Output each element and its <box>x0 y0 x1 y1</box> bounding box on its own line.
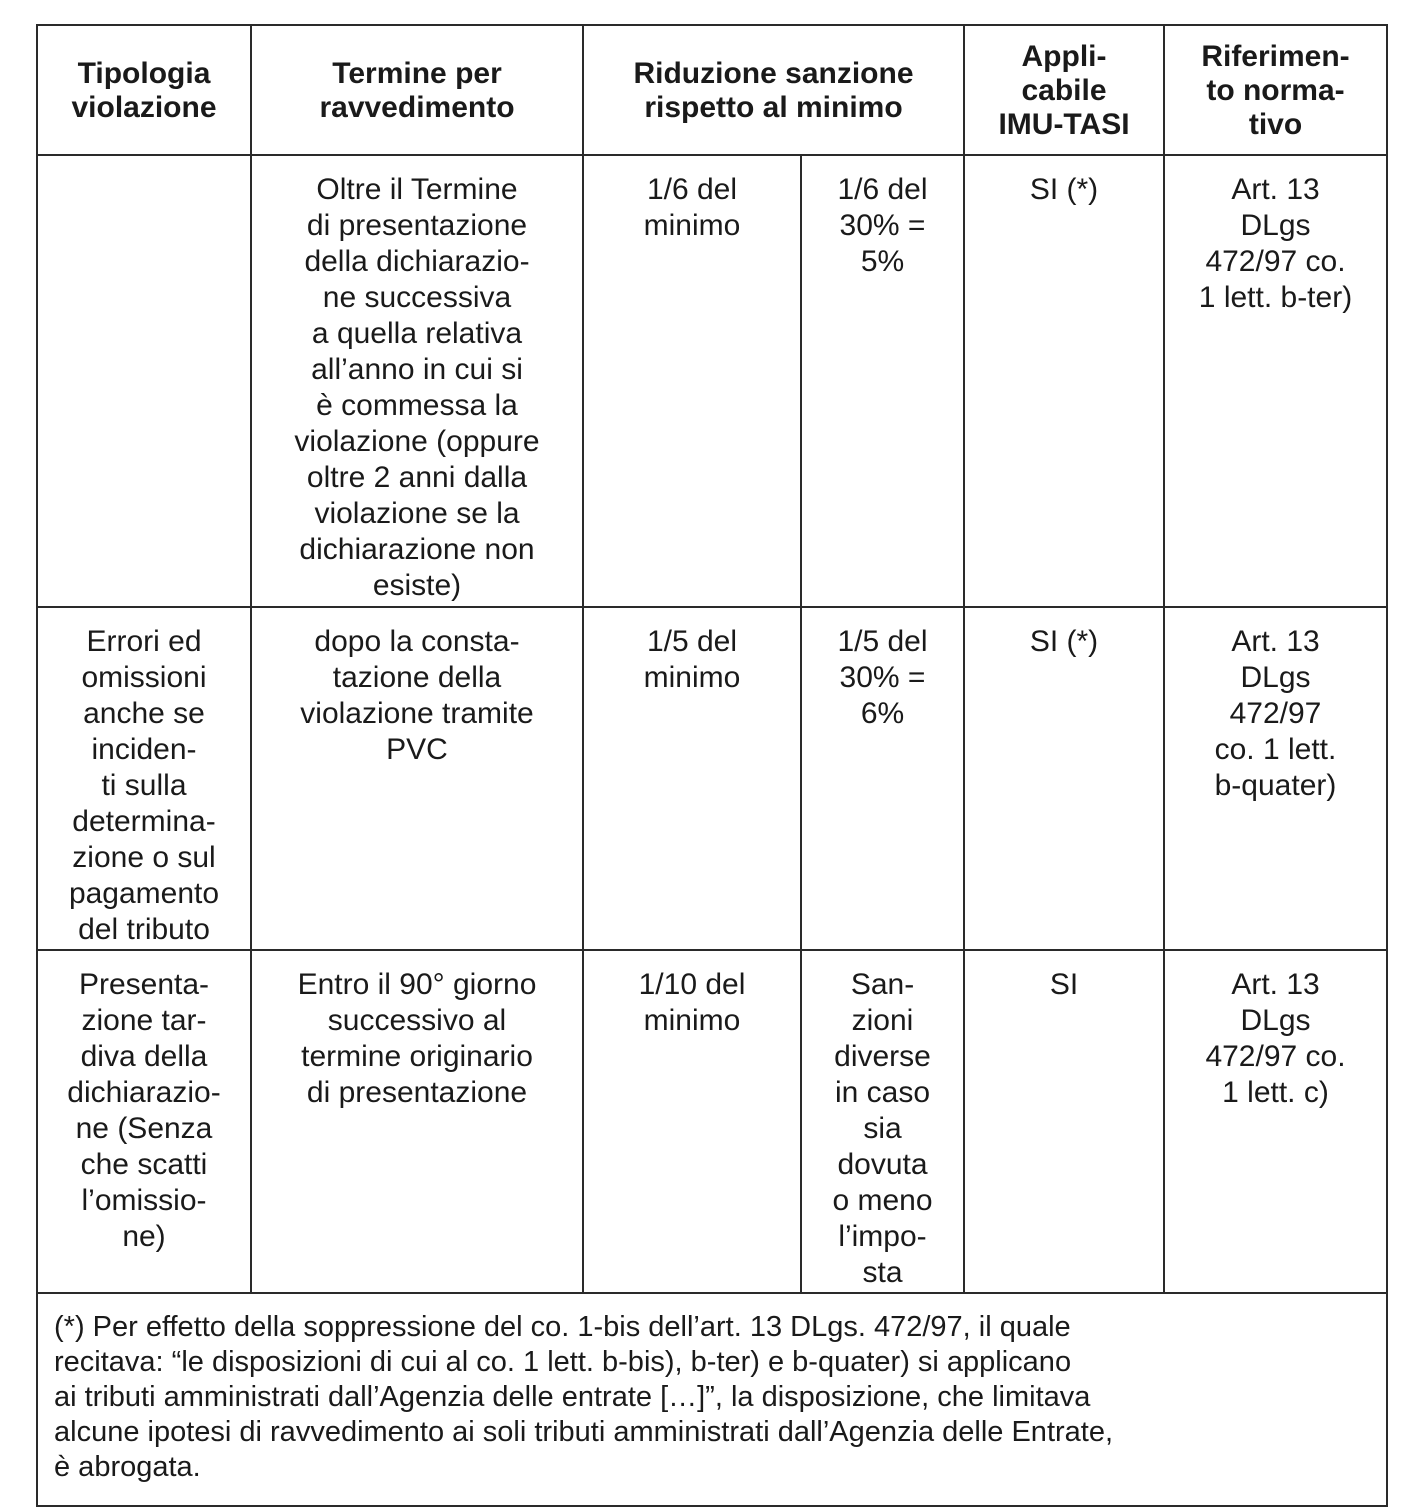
header-tipologia: Tipologia violazione <box>37 25 251 155</box>
ravvedimento-table <box>36 24 1388 1507</box>
cell-tipologia <box>37 155 251 607</box>
table-row <box>37 607 1387 950</box>
cell-riduzione-percentuale: San- zioni diverse in caso sia dovuta o meno l’impo- sta <box>801 950 964 1293</box>
header-riduzione: Riduzione sanzione rispetto al minimo <box>583 25 964 155</box>
cell-applicabile: SI (*) <box>964 155 1164 607</box>
cell-riferimento: Art. 13 DLgs 472/97 co. 1 lett. b-ter) <box>1164 155 1387 607</box>
cell-riduzione-percentuale: 1/5 del 30% = 6% <box>801 607 964 950</box>
header-applicabile: Appli- cabile IMU-TASI <box>964 25 1164 155</box>
cell-termine: Oltre il Termine di presentazione della dichiarazio- ne successiva a quella relativa all’anno in cui si è commessa la violazione (oppure oltre 2 anni dalla violazione se la dichiarazione non esiste) <box>251 155 583 607</box>
header-row <box>37 25 1387 155</box>
cell-applicabile: SI <box>964 950 1164 1293</box>
header-riferimento: Riferimen- to norma- tivo <box>1164 25 1387 155</box>
footnote-row <box>37 1293 1387 1506</box>
cell-riduzione-minimo: 1/6 del minimo <box>583 155 801 607</box>
footnote: (*) Per effetto della soppressione del co. 1-bis dell’art. 13 DLgs. 472/97, il quale recitava: “le disposizioni di cui al co. 1 lett. b-bis), b-ter) e b-quater) si applicano ai tributi amministrati dall’Agenzia delle entrate […]”, la disposizione, che limitava alcune ipotesi di ravvedimento ai soli tributi amministrati dall’Agenzia delle Entrate, è abrogata. <box>37 1293 1387 1506</box>
table-row <box>37 950 1387 1293</box>
cell-riferimento: Art. 13 DLgs 472/97 co. 1 lett. c) <box>1164 950 1387 1293</box>
cell-tipologia: Presenta- zione tar- diva della dichiarazio- ne (Senza che scatti l’omissio- ne) <box>37 950 251 1293</box>
cell-termine: Entro il 90° giorno successivo al termine originario di presentazione <box>251 950 583 1293</box>
table-row <box>37 155 1387 607</box>
cell-riduzione-percentuale: 1/6 del 30% = 5% <box>801 155 964 607</box>
cell-termine: dopo la consta- tazione della violazione tramite PVC <box>251 607 583 950</box>
cell-riferimento: Art. 13 DLgs 472/97 co. 1 lett. b-quater) <box>1164 607 1387 950</box>
cell-riduzione-minimo: 1/5 del minimo <box>583 607 801 950</box>
cell-riduzione-minimo: 1/10 del minimo <box>583 950 801 1293</box>
cell-applicabile: SI (*) <box>964 607 1164 950</box>
header-termine: Termine per ravvedimento <box>251 25 583 155</box>
cell-tipologia: Errori ed omissioni anche se inciden- ti sulla determina- zione o sul pagamento del tributo <box>37 607 251 950</box>
